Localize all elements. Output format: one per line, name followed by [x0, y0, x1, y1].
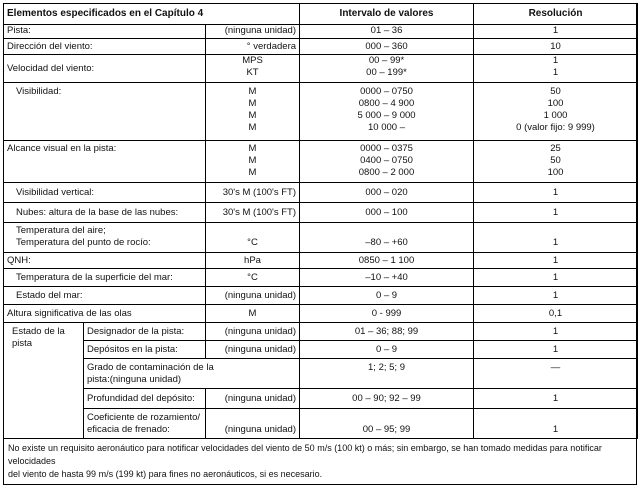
estado-pista-label: Estado de la pista	[4, 323, 84, 439]
label-line-1: Grado de contaminación de la	[87, 362, 214, 373]
unit: 30's M (100's FT)	[206, 203, 300, 223]
range-text: 00 – 95; 99	[362, 424, 411, 435]
ranges	[300, 55, 474, 83]
resolution: 1	[474, 269, 638, 287]
range: –10 – +40	[300, 269, 474, 287]
resolutions	[474, 83, 638, 141]
unit	[206, 223, 300, 253]
units	[206, 141, 300, 183]
res: 100	[547, 167, 564, 178]
resolution: 1	[474, 25, 638, 39]
label	[84, 359, 300, 389]
unit-text: (ninguna unidad)	[224, 424, 297, 435]
label: Nubes: altura de la base de las nubes:	[4, 203, 206, 223]
row-pista	[4, 25, 638, 39]
range: 10 000 –	[368, 122, 405, 133]
row-visibilidad-vertical	[4, 183, 638, 203]
resolution: 1	[474, 323, 638, 341]
label: Dirección del viento:	[4, 39, 206, 55]
range: 01 – 36; 88; 99	[300, 323, 474, 341]
range: 000 – 020	[300, 183, 474, 203]
units	[206, 55, 300, 83]
resolution: 1	[474, 389, 638, 409]
unit: 30's M (100's FT)	[206, 183, 300, 203]
unit: M	[248, 122, 257, 133]
range: 0 – 9	[300, 341, 474, 359]
row-designador	[4, 323, 638, 341]
resolution	[474, 409, 638, 439]
row-visibilidad	[4, 83, 638, 141]
range: 0850 – 1 100	[300, 253, 474, 269]
res: 1 000	[543, 110, 568, 121]
label: Altura significativa de las olas	[4, 305, 206, 323]
resolution	[474, 223, 638, 253]
range: 01 – 36	[300, 25, 474, 39]
resolution: 0,1	[474, 305, 638, 323]
res-mps: 1	[552, 55, 559, 66]
header-element: Elementos especificados en el Capítulo 4	[4, 4, 300, 25]
unit: hPa	[206, 253, 300, 269]
unit: (ninguna unidad)	[206, 25, 300, 39]
footnote-line-1: No existe un requisito aeronáutico para notificar velocidades del viento de 50 m/s (100 kt) o más; sin embargo, se han tomado medidas para notificar velocidades	[8, 443, 602, 466]
range	[300, 409, 474, 439]
elements-table	[3, 3, 638, 439]
range: 0 - 999	[300, 305, 474, 323]
unit: (ninguna unidad)	[206, 287, 300, 305]
footnote	[4, 439, 636, 481]
unit-kt: KT	[246, 67, 259, 78]
label-line-1: Temperatura del aire;	[16, 225, 106, 236]
resolutions	[474, 55, 638, 83]
label-line-1: Coeficiente de rozamiento/	[87, 412, 201, 423]
unit-mps: MPS	[242, 55, 263, 66]
unit: M	[248, 86, 257, 97]
range: 0800 – 2 000	[358, 167, 415, 178]
range-kt: 00 – 199*	[366, 67, 407, 78]
row-olas	[4, 305, 638, 323]
res-text: 1	[552, 424, 559, 435]
res: 50	[550, 86, 561, 97]
range: 0000 – 0750	[360, 86, 413, 97]
unit: M	[248, 110, 257, 121]
res: 0 (valor fijo: 9 999)	[516, 122, 595, 133]
range	[300, 223, 474, 253]
res-text: 1	[552, 237, 559, 248]
unit: M	[248, 98, 257, 109]
label-line-2: Temperatura del punto de rocío:	[16, 237, 151, 248]
res-kt: 1	[552, 67, 559, 78]
res: 50	[550, 155, 561, 166]
unit: (ninguna unidad)	[206, 341, 300, 359]
range-mps: 00 – 99*	[368, 55, 405, 66]
res: 100	[547, 98, 564, 109]
row-velocidad	[4, 55, 638, 83]
range: 00 – 90; 92 – 99	[300, 389, 474, 409]
unit: ° verdadera	[206, 39, 300, 55]
unit-text: °C	[247, 237, 258, 248]
row-nubes	[4, 203, 638, 223]
label: Profundidad del depósito:	[84, 389, 206, 409]
unit: (ninguna unidad)	[109, 374, 182, 385]
resolution: 1	[474, 341, 638, 359]
label-line-2: eficacia de frenado:	[87, 424, 170, 435]
label: Temperatura de la superficie del mar:	[4, 269, 206, 287]
range: 0000 – 0375	[360, 143, 413, 154]
label	[4, 223, 206, 253]
resolutions	[474, 141, 638, 183]
unit: M	[248, 155, 257, 166]
units	[206, 83, 300, 141]
resolution: 10	[474, 39, 638, 55]
row-alcance-visual	[4, 141, 638, 183]
label: Visibilidad vertical:	[4, 183, 206, 203]
resolution: 1	[474, 253, 638, 269]
resolution: 1	[474, 183, 638, 203]
unit: M	[248, 167, 257, 178]
range: 0400 – 0750	[360, 155, 413, 166]
label: Estado del mar:	[4, 287, 206, 305]
row-temp-mar	[4, 269, 638, 287]
label: Designador de la pista:	[84, 323, 206, 341]
label-line-2	[87, 374, 296, 386]
range: 000 – 100	[300, 203, 474, 223]
row-temperatura	[4, 223, 638, 253]
ranges	[300, 141, 474, 183]
label: Pista:	[4, 25, 206, 39]
label: Velocidad del viento:	[4, 55, 206, 83]
header-range: Intervalo de valores	[300, 4, 474, 25]
unit: M	[206, 305, 300, 323]
row-estado-mar	[4, 287, 638, 305]
resolution: —	[474, 359, 638, 389]
resolution: 1	[474, 287, 638, 305]
header-resolution: Resolución	[474, 4, 638, 25]
unit: (ninguna unidad)	[206, 323, 300, 341]
range: 0800 – 4 900	[358, 98, 415, 109]
range-text: –80 – +60	[365, 237, 408, 248]
range: 0 – 9	[300, 287, 474, 305]
label	[84, 409, 206, 439]
row-grado	[4, 359, 638, 389]
range: 000 – 360	[300, 39, 474, 55]
header-row	[4, 4, 638, 25]
resolution: 1	[474, 203, 638, 223]
unit: (ninguna unidad)	[206, 389, 300, 409]
label: QNH:	[4, 253, 206, 269]
row-profundidad	[4, 389, 638, 409]
range: 1; 2; 5; 9	[300, 359, 474, 389]
range: 5 000 – 9 000	[357, 110, 416, 121]
unit: M	[248, 143, 257, 154]
label: Visibilidad:	[4, 83, 206, 141]
row-direccion	[4, 39, 638, 55]
row-qnh	[4, 253, 638, 269]
unit	[206, 409, 300, 439]
row-depositos	[4, 341, 638, 359]
label: Depósitos en la pista:	[84, 341, 206, 359]
ranges	[300, 83, 474, 141]
unit: °C	[206, 269, 300, 287]
row-coeficiente	[4, 409, 638, 439]
res: 25	[550, 143, 561, 154]
meteorological-elements-table-page	[3, 3, 637, 485]
label-pista: pista:	[87, 374, 110, 385]
footnote-line-2: del viento de hasta 99 m/s (199 kt) para fines no aeronáuticos, si es necesario.	[8, 469, 323, 479]
label: Alcance visual en la pista:	[4, 141, 206, 183]
